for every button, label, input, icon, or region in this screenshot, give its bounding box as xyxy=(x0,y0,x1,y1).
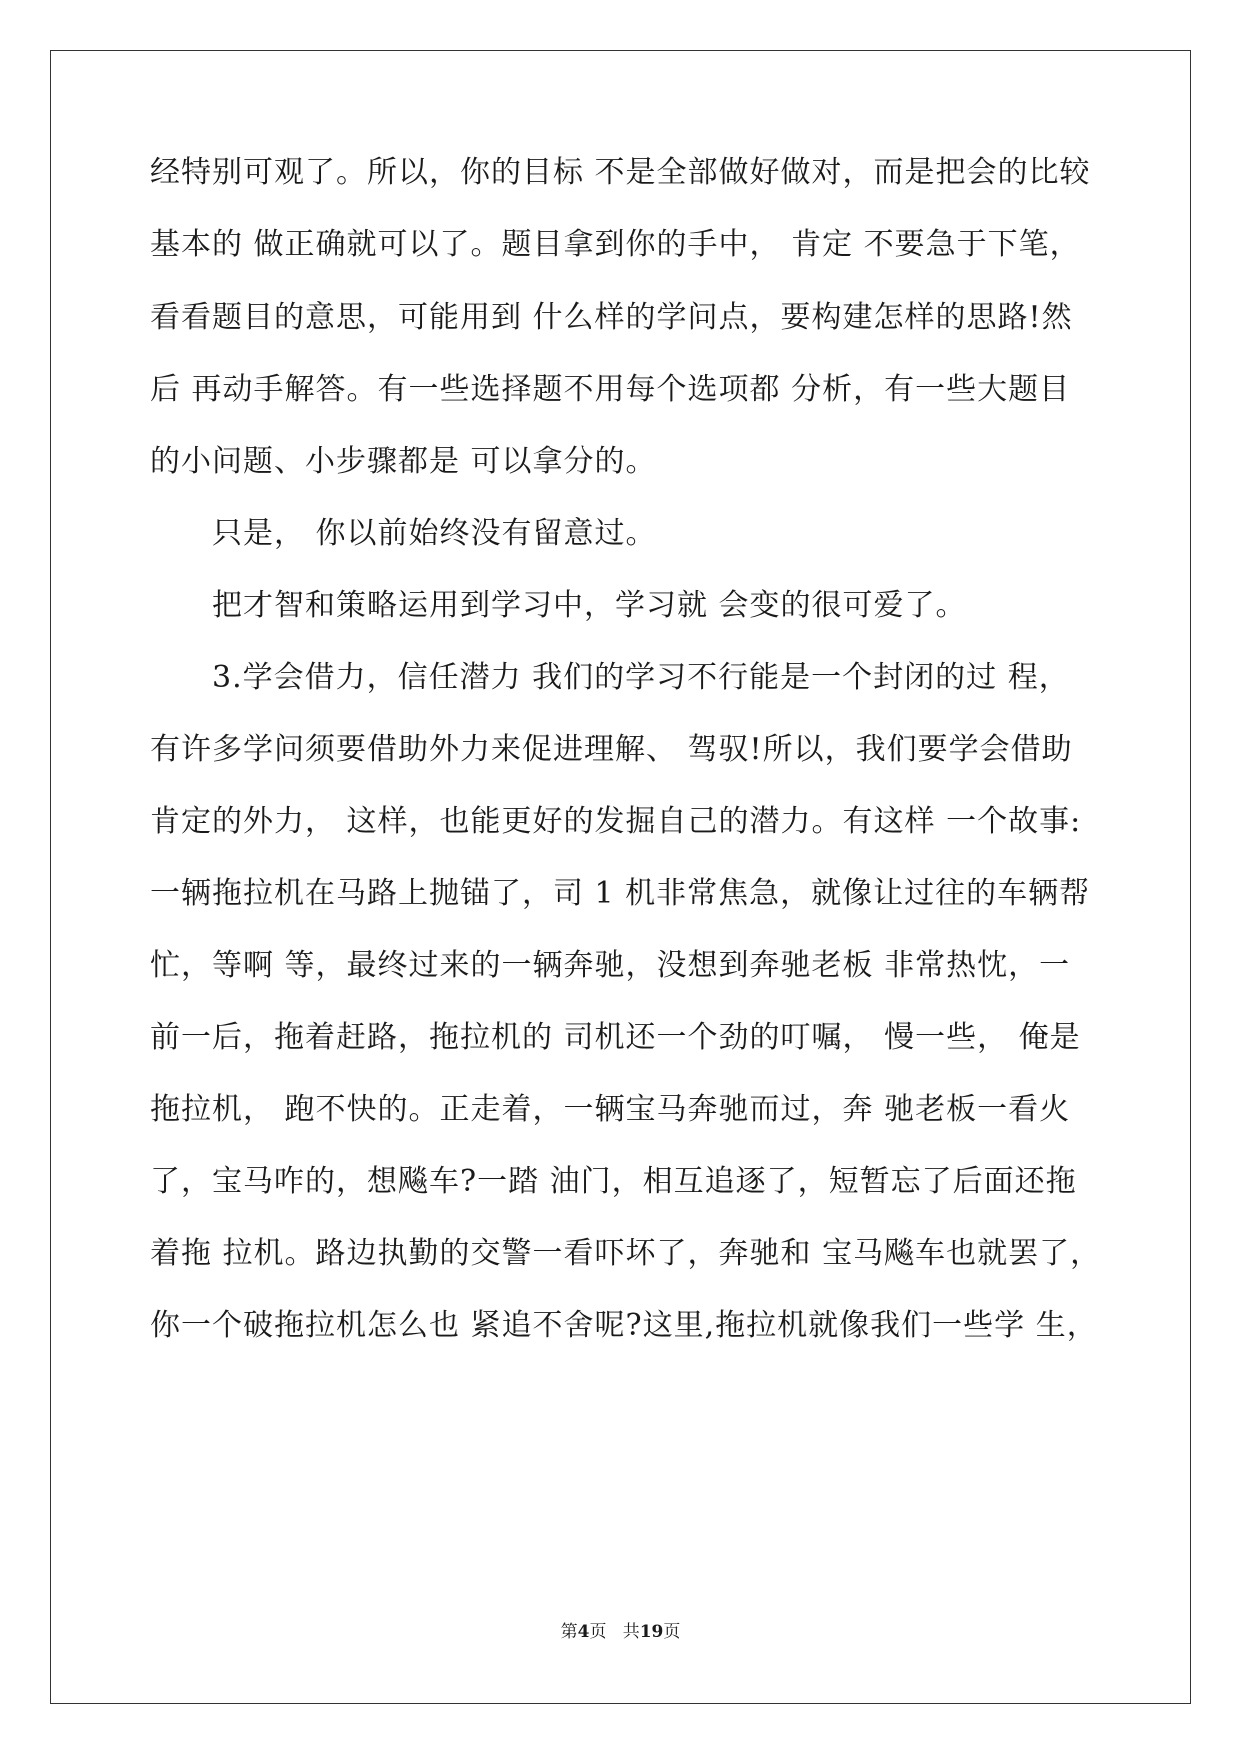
page-prefix: 第 xyxy=(560,1622,578,1642)
page-footer xyxy=(0,1620,1241,1644)
total-pages: 19 xyxy=(639,1622,664,1642)
text-line: 的小问题、小步骤都是 可以拿分的。 xyxy=(150,444,657,479)
total-prefix: 共 xyxy=(622,1622,640,1642)
total-suffix: 页 xyxy=(663,1622,681,1642)
paragraph-line: 把才智和策略运用到学习中，学习就 会变的很可爱了。 xyxy=(212,588,967,623)
text-line: 基本的 做正确就可以了。题目拿到你的手中， 肯定 不要急于下笔， xyxy=(150,227,1081,262)
text-line: 经特别可观了。所以，你的目标 不是全部做好做对，而是把会的比较 xyxy=(150,155,1091,190)
text-line: 忙，等啊 等，最终过来的一辆奔驰，没想到奔驰老板 非常热忱，一 xyxy=(150,948,1071,983)
text-line: 着拖 拉机。路边执勤的交警一看吓坏了，奔驰和 宝马飚车也就罢了， xyxy=(150,1236,1102,1271)
text-line: 了，宝马咋的，想飚车?一踏 油门，相互追逐了，短暂忘了后面还拖 xyxy=(150,1164,1077,1199)
page-suffix: 页 xyxy=(589,1622,607,1642)
text-line: 看看题目的意思，可能用到 什么样的学问点，要构建怎样的思路!然 xyxy=(150,300,1073,335)
text-line: 一辆拖拉机在马路上抛锚了，司 1 机非常焦急，就像让过往的车辆帮 xyxy=(150,876,1091,911)
text-line: 肯定的外力， 这样，也能更好的发掘自己的潜力。有这样 一个故事: xyxy=(150,804,1082,839)
text-line: 前一后，拖着赶路，拖拉机的 司机还一个劲的叮嘱， 慢一些， 俺是 xyxy=(150,1020,1081,1055)
text-line: 你一个破拖拉机怎么也 紧追不舍呢?这里,拖拉机就像我们一些学 生， xyxy=(150,1308,1098,1343)
text-line: 拖拉机， 跑不快的。正走着，一辆宝马奔驰而过，奔 驰老板一看火 xyxy=(150,1092,1071,1127)
text-line: 后 再动手解答。有一些选择题不用每个选项都 分析，有一些大题目 xyxy=(150,372,1071,407)
text-line: 有许多学问须要借助外力来促进理解、 驾驭!所以，我们要学会借助 xyxy=(150,732,1073,767)
page-number: 4 xyxy=(577,1622,590,1642)
paragraph-line: 3.学会借力，信任潜力 我们的学习不行能是一个封闭的过 程， xyxy=(212,660,1070,695)
paragraph-line: 只是， 你以前始终没有留意过。 xyxy=(212,516,657,551)
